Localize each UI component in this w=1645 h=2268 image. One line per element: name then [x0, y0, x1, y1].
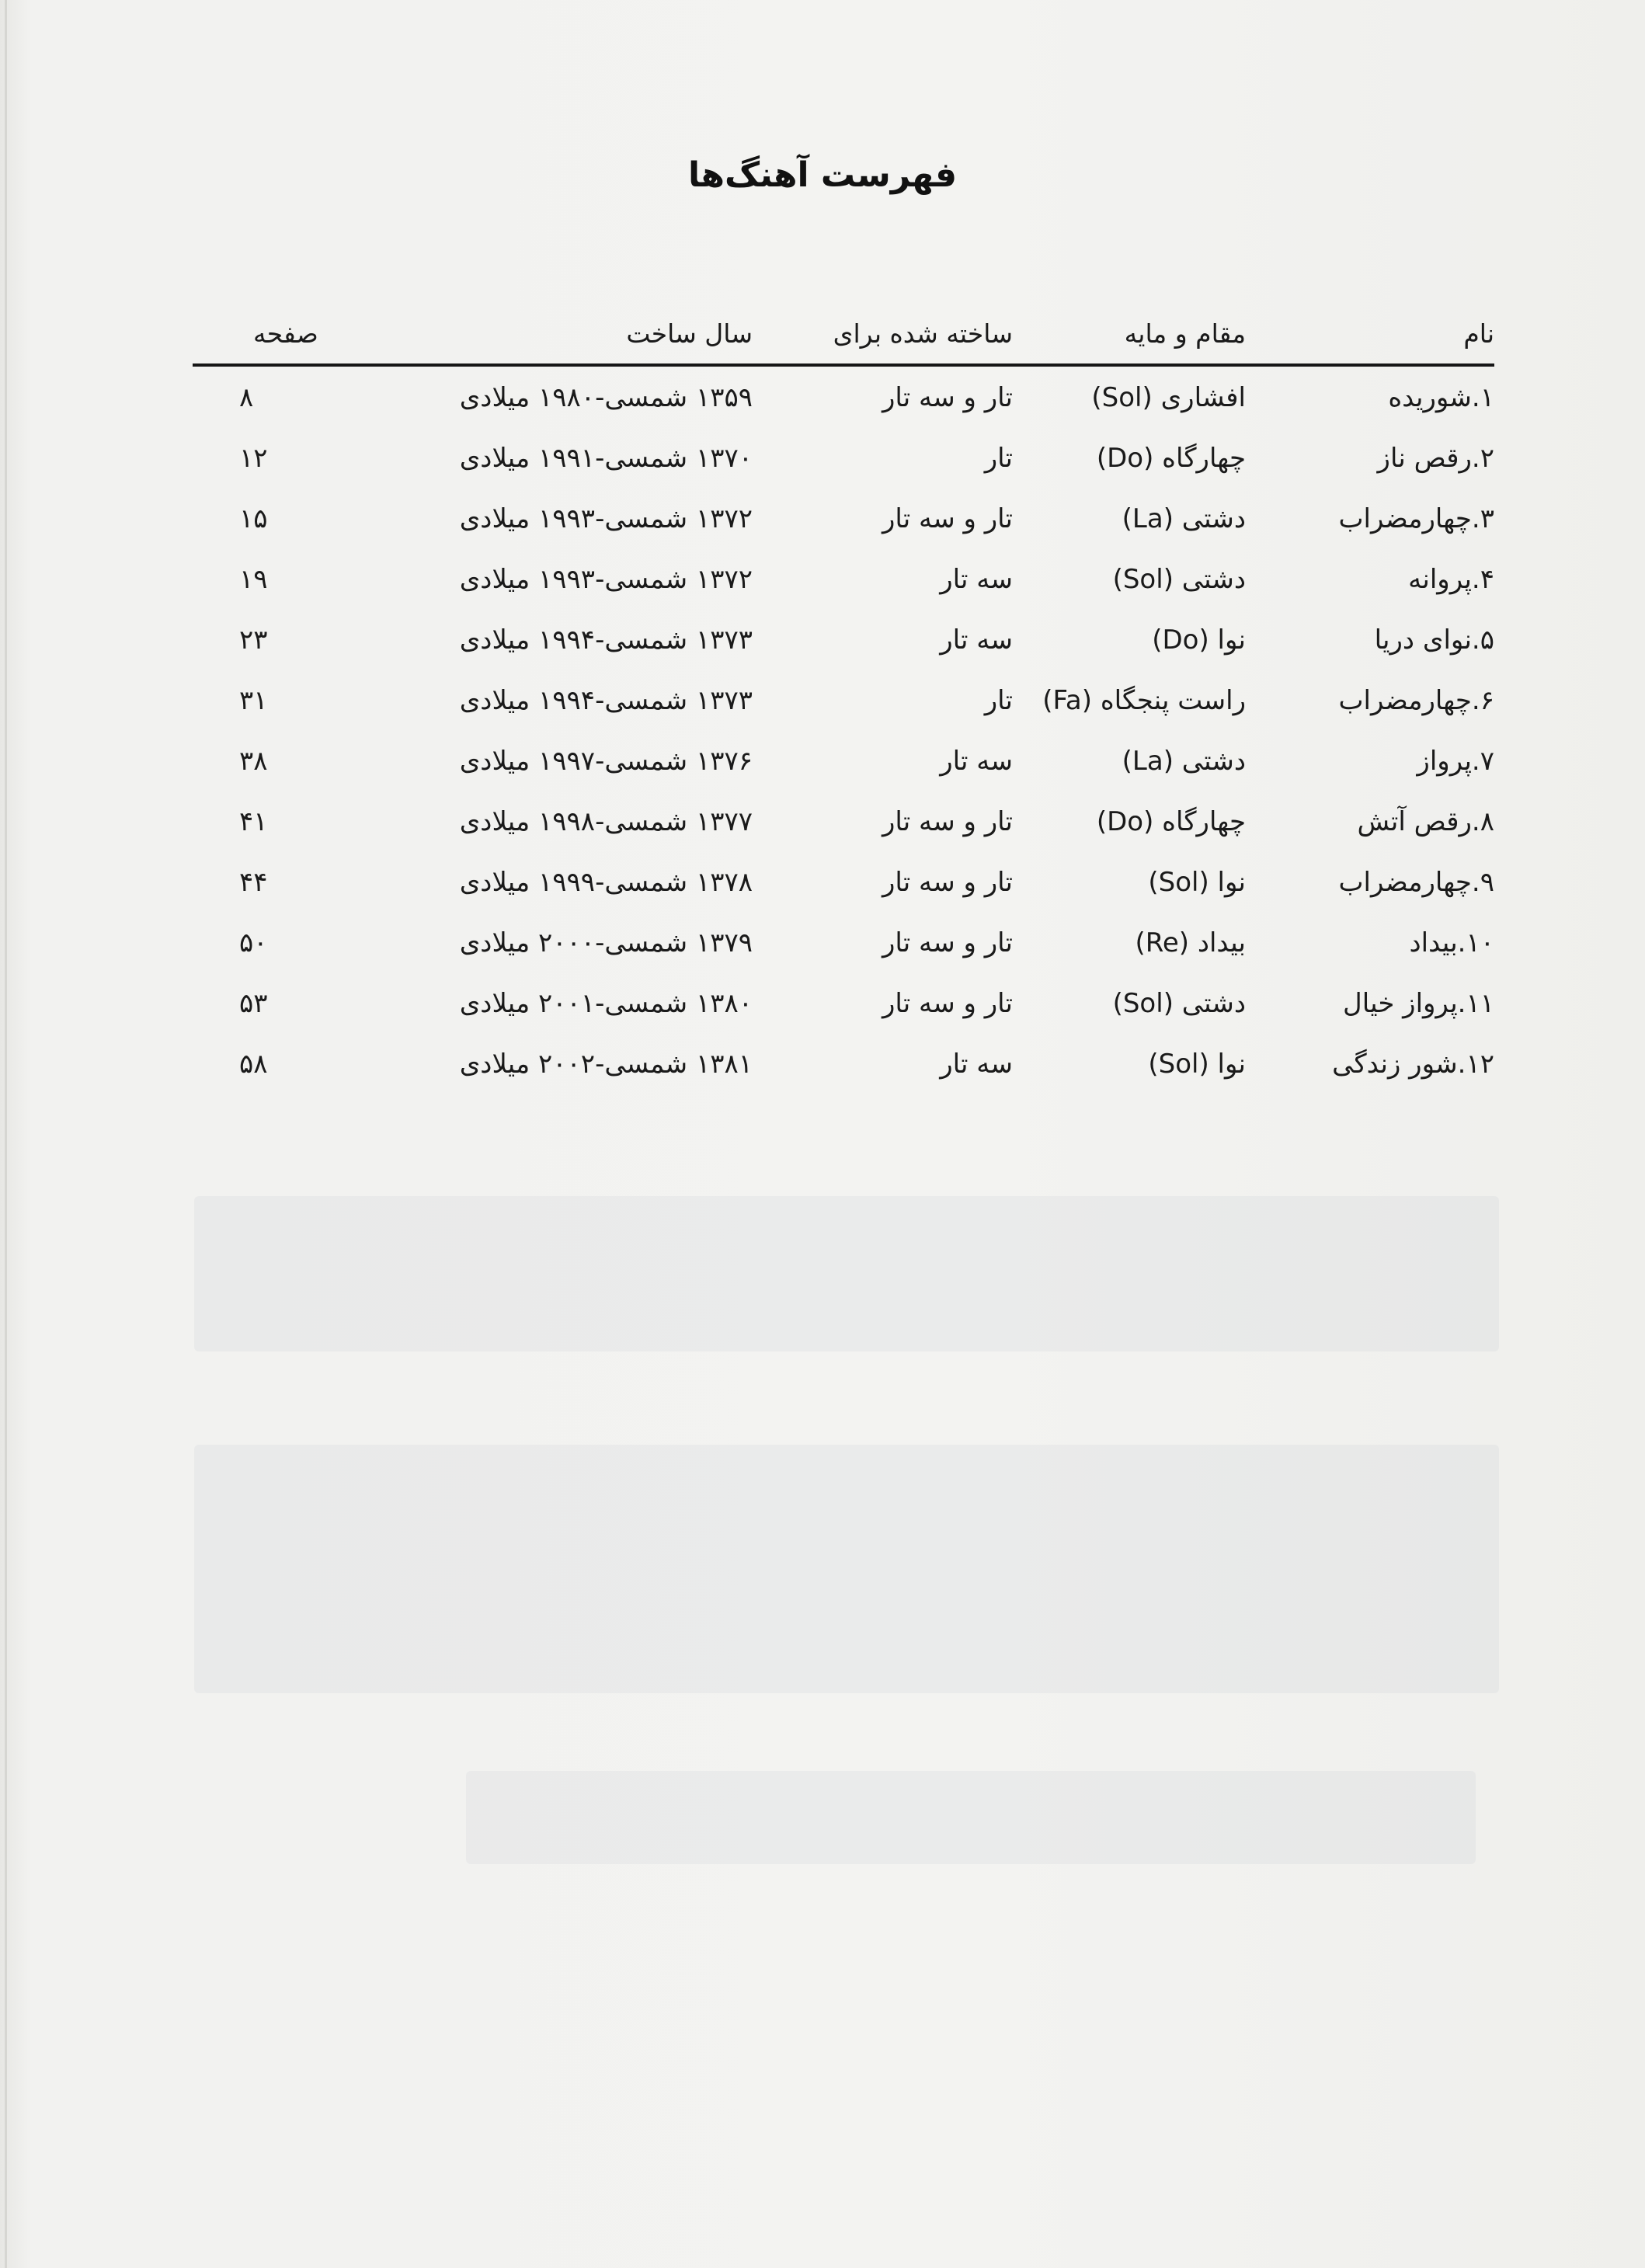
table-row [193, 382, 1494, 443]
song-built-for: سه تار [940, 746, 1013, 777]
song-built-for: سه تار [940, 1049, 1013, 1080]
song-name: ۸.رقص آتش [1357, 806, 1494, 837]
song-maqam: نوا (Do) [1152, 624, 1246, 656]
show-through-block-1 [194, 1196, 1499, 1351]
song-page: ۳۸ [239, 746, 268, 777]
song-built-for: سه تار [940, 624, 1013, 656]
song-page: ۴۴ [239, 867, 268, 898]
song-year: ۱۳۸۰ شمسی-۲۰۰۱ میلادی [459, 988, 753, 1019]
song-year: ۱۳۷۹ شمسی-۲۰۰۰ میلادی [459, 927, 753, 958]
song-name: ۵.نوای دریا [1374, 624, 1494, 656]
song-year: ۱۳۷۳ شمسی-۱۹۹۴ میلادی [459, 685, 753, 716]
song-maqam: دشتی (Sol) [1112, 564, 1246, 595]
song-page: ۲۳ [239, 624, 268, 656]
song-year: ۱۳۷۷ شمسی-۱۹۹۸ میلادی [459, 806, 753, 837]
song-maqam: بیداد (Re) [1135, 927, 1246, 958]
table-row [193, 867, 1494, 927]
song-year: ۱۳۷۸ شمسی-۱۹۹۹ میلادی [459, 867, 753, 898]
song-page: ۱۹ [239, 564, 268, 595]
song-year: ۱۳۷۳ شمسی-۱۹۹۴ میلادی [459, 624, 753, 656]
song-built-for: تار و سه تار [882, 927, 1013, 958]
table-row [193, 806, 1494, 867]
song-year: ۱۳۷۲ شمسی-۱۹۹۳ میلادی [459, 503, 753, 534]
table-row [193, 564, 1494, 624]
song-maqam: چهارگاه (Do) [1096, 443, 1246, 474]
song-page: ۵۸ [239, 1049, 268, 1080]
show-through-block-3 [466, 1771, 1476, 1864]
songs-table [193, 311, 1494, 1109]
song-name: ۱۱.پرواز خیال [1343, 988, 1494, 1019]
song-page: ۸ [239, 382, 254, 413]
song-year: ۱۳۷۶ شمسی-۱۹۹۷ میلادی [459, 746, 753, 777]
song-maqam: چهارگاه (Do) [1096, 806, 1246, 837]
song-name: ۷.پرواز [1417, 746, 1494, 777]
song-name: ۱.شوریده [1388, 382, 1494, 413]
table-row [193, 685, 1494, 746]
song-year: ۱۳۷۲ شمسی-۱۹۹۳ میلادی [459, 564, 753, 595]
table-row [193, 988, 1494, 1049]
song-built-for: تار و سه تار [882, 867, 1013, 898]
page-title: فهرست آهنگ‌ها [687, 155, 958, 195]
song-maqam: دشتی (La) [1122, 746, 1246, 777]
header-year: سال ساخت [626, 318, 753, 349]
table-row [193, 503, 1494, 564]
table-header [193, 311, 1494, 367]
table-row [193, 927, 1494, 988]
song-page: ۵۰ [239, 927, 268, 958]
show-through-block-2 [194, 1445, 1499, 1693]
song-name: ۱۲.شور زندگی [1332, 1049, 1494, 1080]
song-year: ۱۳۷۰ شمسی-۱۹۹۱ میلادی [459, 443, 753, 474]
page-gutter [5, 0, 7, 2268]
table-row [193, 1049, 1494, 1109]
header-page: صفحه [253, 318, 318, 349]
song-name: ۴.پروانه [1408, 564, 1494, 595]
song-maqam: نوا (Sol) [1148, 1049, 1246, 1080]
song-name: ۳.چهارمضراب [1338, 503, 1494, 534]
song-name: ۲.رقص ناز [1377, 443, 1494, 474]
song-maqam: افشاری (Sol) [1091, 382, 1246, 413]
song-page: ۱۵ [239, 503, 268, 534]
table-row [193, 624, 1494, 685]
song-year: ۱۳۸۱ شمسی-۲۰۰۲ میلادی [459, 1049, 753, 1080]
song-maqam: راست پنجگاه (Fa) [1042, 685, 1246, 716]
song-built-for: تار [984, 685, 1013, 716]
song-name: ۹.چهارمضراب [1338, 867, 1494, 898]
song-year: ۱۳۵۹ شمسی-۱۹۸۰ میلادی [459, 382, 753, 413]
table-row [193, 443, 1494, 503]
song-page: ۵۳ [239, 988, 268, 1019]
song-maqam: دشتی (Sol) [1112, 988, 1246, 1019]
song-maqam: نوا (Sol) [1148, 867, 1246, 898]
table-row [193, 746, 1494, 806]
song-page: ۳۱ [239, 685, 268, 716]
song-page: ۴۱ [239, 806, 268, 837]
song-built-for: سه تار [940, 564, 1013, 595]
song-built-for: تار و سه تار [882, 382, 1013, 413]
header-name: نام [1463, 318, 1494, 349]
song-maqam: دشتی (La) [1122, 503, 1246, 534]
table-body [193, 382, 1494, 1109]
song-built-for: تار و سه تار [882, 988, 1013, 1019]
song-page: ۱۲ [239, 443, 268, 474]
song-built-for: تار و سه تار [882, 806, 1013, 837]
song-name: ۶.چهارمضراب [1338, 685, 1494, 716]
song-name: ۱۰.بیداد [1409, 927, 1494, 958]
song-built-for: تار و سه تار [882, 503, 1013, 534]
header-built-for: ساخته شده برای [833, 318, 1013, 349]
song-built-for: تار [984, 443, 1013, 474]
header-maqam: مقام و مایه [1124, 318, 1246, 349]
